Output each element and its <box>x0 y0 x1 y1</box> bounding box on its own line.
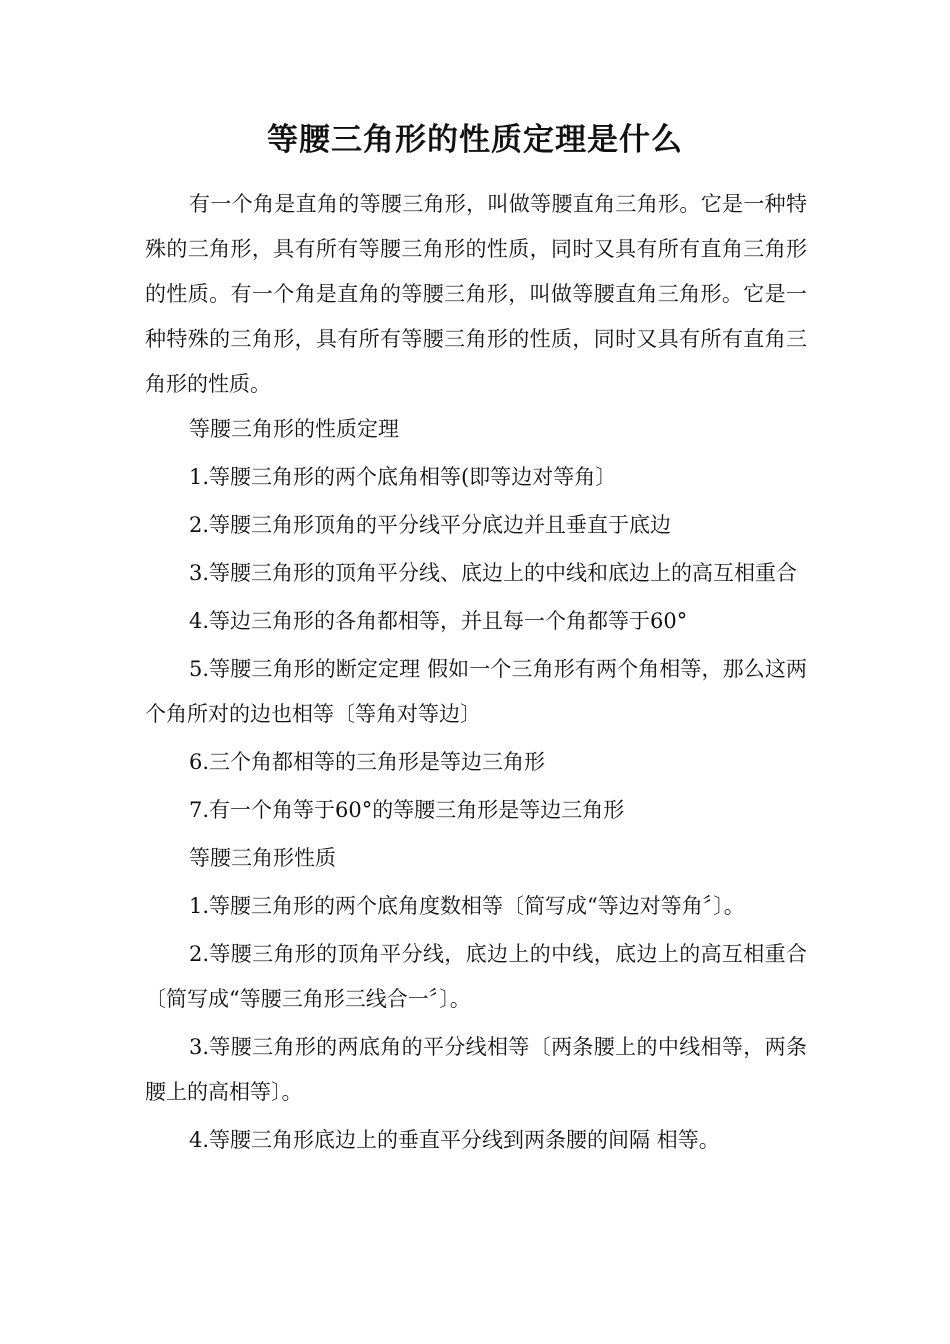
section-heading-properties: 等腰三角形性质 <box>189 846 336 870</box>
section-heading-theorems: 等腰三角形的性质定理 <box>189 417 399 441</box>
theorem-item-4: 4.等边三角形的各角都相等，并且每一个角都等于60° <box>189 609 688 633</box>
theorem-item-7: 7.有一个角等于60°的等腰三角形是等边三角形 <box>189 798 625 822</box>
theorem-item-6: 6.三个角都相等的三角形是等边三角形 <box>189 750 546 774</box>
property-item-4: 4.等腰三角形底边上的垂直平分线到两条腰的间隔 相等。 <box>189 1128 720 1152</box>
paragraph-intro: 有一个角是直角的等腰三角形，叫做等腰直角三角形。它是一种特殊的三角形，具有所有等腰三角形的性质，同时又具有所有直角三角形的性质。有一个角是直角的等腰三角形，叫做等腰直角三角形。它是一种特殊的三角形，具有所有等腰三角形的性质，同时又具有所有直角三角形的性质。 <box>145 192 807 396</box>
page-title: 等腰三角形的性质定理是什么 <box>267 122 683 158</box>
document-body <box>145 182 807 1163</box>
theorem-item-5: 5.等腰三角形的断定定理 假如一个三角形有两个角相等，那么这两个角所对的边也相等〔等角对等边〕 <box>145 657 807 726</box>
theorem-item-2: 2.等腰三角形顶角的平分线平分底边并且垂直于底边 <box>189 513 672 537</box>
property-item-2: 2.等腰三角形的顶角平分线，底边上的中线，底边上的高互相重合〔简写成“等腰三角形三线合一〞〕。 <box>145 942 807 1011</box>
property-item-3: 3.等腰三角形的两底角的平分线相等〔两条腰上的中线相等，两条腰上的高相等〕。 <box>145 1035 807 1104</box>
theorem-item-1: 1.等腰三角形的两个底角相等(即等边对等角〕 <box>189 465 617 489</box>
theorem-item-3: 3.等腰三角形的顶角平分线、底边上的中线和底边上的高互相重合 <box>189 561 798 585</box>
property-item-1: 1.等腰三角形的两个底角度数相等〔简写成“等边对等角〞〕。 <box>189 894 745 918</box>
